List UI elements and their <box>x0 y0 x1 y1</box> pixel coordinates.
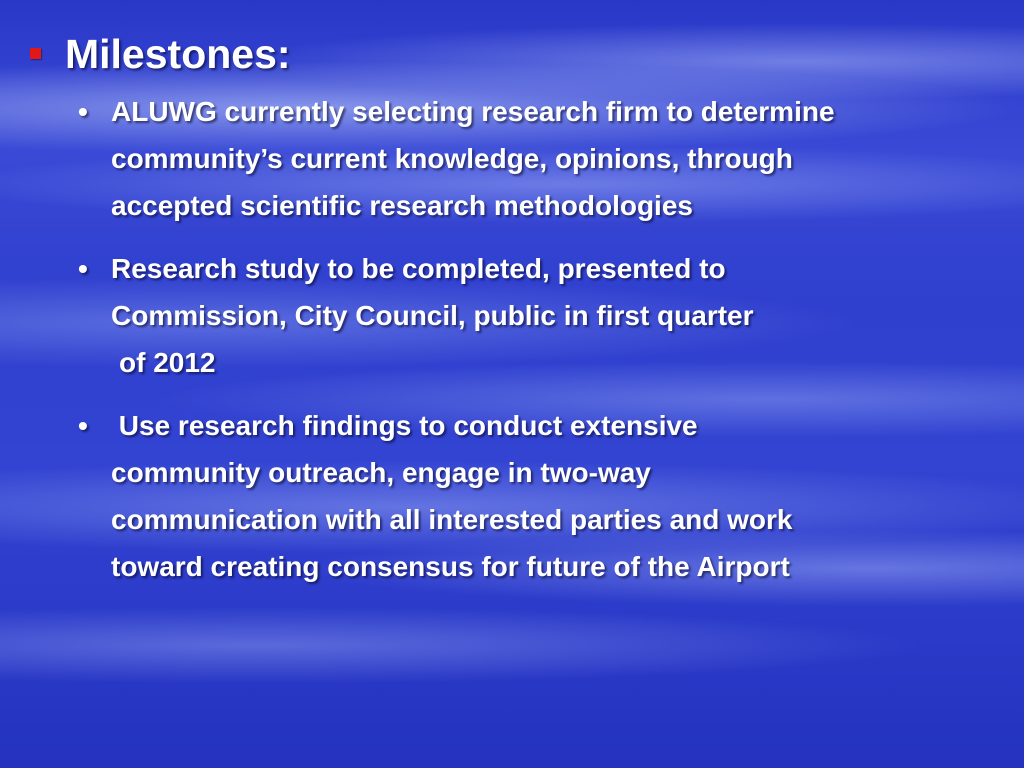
bullet-dot-icon: • <box>78 253 88 284</box>
bullet-line: community outreach, engage in two-way <box>111 457 651 488</box>
slide-title: Milestones: <box>65 31 291 77</box>
bullet-line: Use research findings to conduct extensive <box>111 410 698 441</box>
bullet-line: toward creating consensus for future of the Airport <box>111 551 790 582</box>
bullet-line: of 2012 <box>119 347 216 378</box>
bullet-line: accepted scientific research methodologies <box>111 190 693 221</box>
bullet-dot-icon: • <box>78 96 88 127</box>
bullet-line: Research study to be completed, presented to <box>111 253 726 284</box>
title-row <box>30 28 291 80</box>
bullet-item <box>78 402 1008 590</box>
bullet-line: communication with all interested parties and work <box>111 504 793 535</box>
bullet-dot-icon: • <box>78 410 88 441</box>
red-square-bullet-icon <box>30 48 41 59</box>
bullet-line: community’s current knowledge, opinions, through <box>111 143 793 174</box>
bullet-text <box>111 88 835 229</box>
bullet-text <box>111 402 792 590</box>
bullet-text <box>111 245 754 386</box>
bullet-line: ALUWG currently selecting research firm to determine <box>111 96 835 127</box>
bullet-item <box>78 88 1008 229</box>
bullet-line: Commission, City Council, public in first quarter <box>111 300 754 331</box>
bullet-list <box>78 88 1008 606</box>
bullet-item <box>78 245 1008 386</box>
